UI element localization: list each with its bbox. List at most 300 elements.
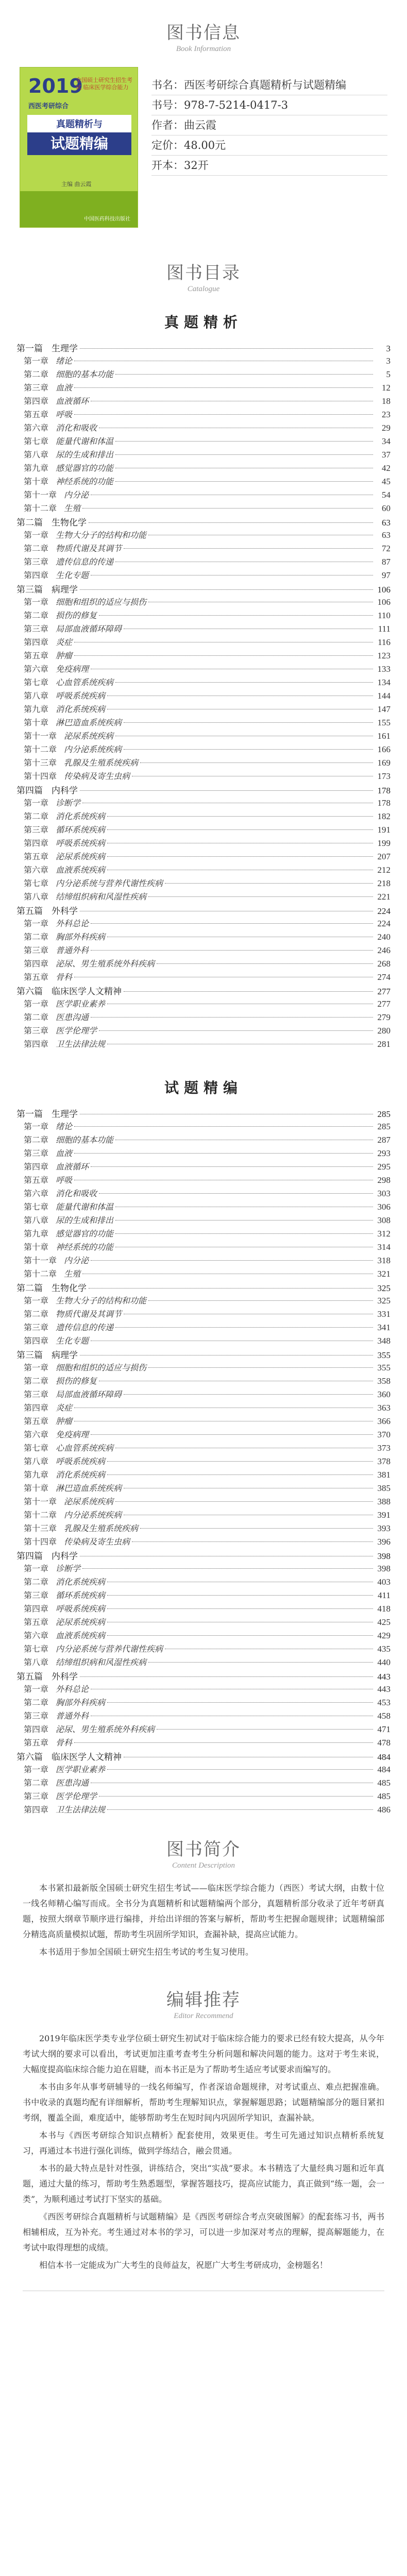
- toc-chapter-number: 第四章: [24, 396, 49, 406]
- toc-leader: [124, 1394, 373, 1395]
- cover-title-line-1: 真题精析与: [27, 115, 131, 132]
- toc-leader: [115, 374, 373, 375]
- toc-chapter-row: [16, 1227, 391, 1241]
- toc-page-number: 398: [377, 1551, 391, 1561]
- toc-chapter-number: 第三章: [24, 1389, 49, 1399]
- toc-chapter-name: 肿瘤: [56, 651, 73, 660]
- toc-page-number: 398: [377, 1564, 391, 1573]
- toc-chapter-name: 内分泌系统与营养代谢性疾病: [56, 1644, 163, 1654]
- toc-chapter-row: [16, 877, 391, 890]
- toc-page-number: 218: [377, 878, 391, 888]
- toc-leader: [115, 1501, 373, 1502]
- toc-chapter-name: 医学伦理学: [56, 1026, 97, 1036]
- toc-chapter-row: [16, 1415, 391, 1428]
- toc-chapter-number: 第十四章: [24, 771, 57, 781]
- toc-chapter-row: [16, 555, 391, 569]
- toc-chapter-number: 第一章: [24, 1765, 49, 1774]
- toc-chapter-name: 细胞的基本功能: [56, 369, 114, 379]
- toc-page-number: 385: [377, 1483, 391, 1493]
- toc-chapter-name: 胸部外科疾病: [56, 1698, 106, 1707]
- book-cover-image: [20, 67, 138, 228]
- toc-page-number: 34: [382, 436, 391, 446]
- toc-page-number: 331: [377, 1309, 391, 1319]
- toc-part-label: 第六篇 临床医学人文精神: [16, 987, 122, 997]
- toc-chapter-number: 第三章: [24, 945, 49, 955]
- book-info: [9, 61, 398, 240]
- toc-leader: [91, 950, 373, 951]
- toc-page-number: 178: [377, 798, 391, 808]
- toc-chapter-name: 生物大分子的结构和功能: [56, 1296, 147, 1306]
- toc-leader: [124, 991, 373, 992]
- meta-label: 开本：: [151, 159, 184, 172]
- toc-chapter-row: [16, 1388, 391, 1401]
- toc-page-number: 199: [377, 838, 391, 848]
- toc-chapter-number: 第八章: [24, 1215, 49, 1225]
- toc-chapter-name: 呼吸系统疾病: [56, 1604, 106, 1614]
- toc-leader: [115, 682, 373, 683]
- toc-chapter-number: 第七章: [24, 436, 49, 446]
- toc-chapter-row: [16, 730, 391, 743]
- toc-chapter-number: 第三章: [24, 557, 49, 567]
- toc-chapter-row: [16, 1321, 391, 1334]
- toc-chapter-row: [16, 930, 391, 944]
- toc-chapter-name: 局部血液循环障碍: [56, 624, 122, 634]
- toc-chapter-name: 能量代谢和体温: [56, 1202, 114, 1212]
- meta-value: 西医考研综合真题精析与试题精编: [184, 79, 346, 91]
- toc-leader: [74, 1153, 373, 1154]
- toc-chapter-number: 第四章: [24, 1805, 49, 1815]
- toc-chapter-number: 第一章: [24, 356, 49, 366]
- toc-chapter-number: 第二章: [24, 1309, 49, 1319]
- toc-chapter-number: 第十二章: [24, 744, 57, 754]
- toc-chapter-number: 第八章: [24, 1657, 49, 1667]
- toc-chapter-name: 骨科: [56, 1738, 73, 1748]
- cover-title-line-2: 试题精编: [27, 132, 131, 155]
- toc-chapter-number: 第四章: [24, 1039, 49, 1049]
- toc-chapter-number: 第五章: [24, 1738, 49, 1748]
- toc-chapter-number: 第七章: [24, 1644, 49, 1654]
- toc-chapter-name: 免疫病理: [56, 1430, 89, 1439]
- toc-page-number: 287: [377, 1135, 391, 1145]
- paragraph: 本书与《西医考研综合知识点精析》配套使用，效果更佳。考生可先通过知识点精析系统复习，再通过本书进行强化训练，做到学练结合，融会贯通。: [23, 2130, 384, 2156]
- toc-leader: [107, 816, 373, 817]
- toc-chapter-row: [16, 1254, 391, 1267]
- toc-leader: [148, 1367, 373, 1368]
- toc-leader: [115, 441, 373, 442]
- toc-chapter-row: [16, 1428, 391, 1442]
- toc-chapter-name: 能量代谢和体温: [56, 436, 114, 446]
- toc-chapter-number: 第五章: [24, 972, 49, 982]
- toc-chapter-name: 普通外科: [56, 1711, 89, 1721]
- toc-page-number: 485: [377, 1778, 391, 1788]
- toc-chapter-row: [16, 890, 391, 904]
- toc-part-label: 第二篇 生物化学: [16, 1283, 87, 1294]
- toc-chapter-row: [16, 462, 391, 475]
- toc-chapter-name: 感觉器官的功能: [56, 1229, 114, 1239]
- toc-leader: [107, 1635, 373, 1636]
- paragraph: 《西医考研综合真题精析与试题精编》是《西医考研综合考点突破图解》的配套练习书，两书相辅相成，互为补充。考生通过对本书的学习，可以进一步加深对考点的理解，提高解题能力，在考试中取得理想的成绩。: [23, 2212, 384, 2252]
- toc-chapter-number: 第一章: [24, 530, 49, 540]
- toc-chapter-row: [16, 1562, 391, 1575]
- toc-page-number: 418: [377, 1604, 391, 1614]
- toc-chapter-row: [16, 743, 391, 756]
- toc-page-number: 443: [377, 1684, 391, 1694]
- toc-chapter-row: [16, 1024, 391, 1038]
- toc-chapter-name: 内分泌: [64, 1256, 89, 1265]
- toc-part-label: 第四篇 内科学: [16, 1551, 78, 1562]
- toc-chapter-name: 乳腺及生殖系统疾病: [64, 1523, 139, 1533]
- toc-chapter-number: 第二章: [24, 1012, 49, 1022]
- toc-leader: [165, 883, 373, 884]
- toc-chapter-number: 第三章: [24, 1323, 49, 1332]
- toc-chapter-number: 第四章: [24, 1403, 49, 1413]
- toc-page-number: 370: [377, 1430, 391, 1439]
- toc-chapter-number: 第四章: [24, 838, 49, 848]
- toc-chapter-number: 第五章: [24, 1175, 49, 1185]
- toc-chapter-name: 传染病及寄生虫病: [64, 1537, 130, 1547]
- toc-chapter-row: [16, 649, 391, 663]
- toc-page-number: 285: [377, 1109, 391, 1119]
- toc-chapter-name: 泌尿系统疾病: [56, 852, 106, 861]
- toc-page-number: 281: [377, 1039, 391, 1049]
- paragraph: 本书由多年从事考研辅导的一线名师编写，作者深谙命题规律，对考试重点、难点把握准确。书中收录的真题均配有详细解析，帮助考生理解知识点，掌握解题思路；试题精编部分的题目紧扣考纲，覆盖全面，难度适中，能够帮助考生在短时间内巩固所学知识，查漏补缺。: [23, 2082, 384, 2123]
- toc-chapter-row: [16, 421, 391, 435]
- toc-chapter-name: 内分泌系统疾病: [64, 1510, 122, 1520]
- toc-chapter-number: 第十三章: [24, 758, 57, 768]
- toc-chapter-name: 结缔组织病和风湿性疾病: [56, 892, 147, 902]
- toc-chapter-name: 淋巴造血系统疾病: [56, 718, 122, 727]
- toc-leader: [91, 1166, 373, 1167]
- toc-chapter-name: 生殖: [64, 503, 81, 513]
- toc-page-number: 63: [382, 518, 391, 528]
- toc-part-label: 第四篇 内科学: [16, 786, 78, 796]
- toc-chapter-number: 第十二章: [24, 1510, 57, 1520]
- toc-chapter-number: 第五章: [24, 852, 49, 861]
- meta-label: 书号：: [151, 99, 184, 111]
- cover-series: 全国硕士研究生招生考试 临床医学综合能力: [76, 77, 132, 91]
- toc-leader: [82, 508, 373, 509]
- toc-chapter-row: [16, 1455, 391, 1468]
- toc-page-number: 325: [377, 1283, 391, 1293]
- toc-chapter-number: 第六章: [24, 1189, 49, 1198]
- toc-chapter-number: 第一章: [24, 919, 49, 928]
- toc-page-number: 484: [377, 1752, 391, 1762]
- toc-chapter-row: [16, 354, 391, 368]
- toc-chapter-number: 第四章: [24, 637, 49, 647]
- toc-chapter-name: 炎症: [56, 1403, 73, 1413]
- toc-chapter-name: 神经系统的功能: [56, 477, 114, 486]
- toc-part-row: [16, 1549, 391, 1562]
- toc-chapter-number: 第七章: [24, 1443, 49, 1453]
- paragraph: 2019年临床医学类专业学位硕士研究生初试对于临床综合能力的要求已经有较大提高，从今年考试大纲的要求可以看出，考试更加注重考查考生分析问题和解决问题的能力。这对于考生来说，大幅度提高临床综合能力迫在眉睫，而本书正是为了帮助考生适应考试要求而编写的。: [23, 2033, 384, 2074]
- toc-chapter-name: 免疫病理: [56, 664, 89, 674]
- toc-chapter-number: 第十章: [24, 718, 49, 727]
- toc-chapter-row: [16, 1038, 391, 1051]
- toc-leader: [124, 749, 373, 750]
- toc-page-number: 403: [377, 1577, 391, 1587]
- toc-chapter-number: 第九章: [24, 1229, 49, 1239]
- toc-chapter-name: 诊断学: [56, 798, 81, 808]
- meta-value: 978-7-5214-0417-3: [184, 99, 289, 111]
- toc-chapter-name: 医学职业素养: [56, 999, 106, 1009]
- toc-chapter-number: 第八章: [24, 450, 49, 460]
- toc-chapter-name: 炎症: [56, 637, 73, 647]
- toc-chapter-row: [16, 1294, 391, 1308]
- toc-page-number: 3: [386, 344, 391, 353]
- toc-chapter-number: 第三章: [24, 1026, 49, 1036]
- toc-chapter-row: [16, 1133, 391, 1147]
- toc-page-number: 169: [377, 758, 391, 768]
- toc-chapter-number: 第九章: [24, 463, 49, 473]
- toc-chapter-row: [16, 1267, 391, 1281]
- toc-chapter-row: [16, 596, 391, 609]
- toc-page-number: 147: [377, 704, 391, 714]
- toc-chapter-number: 第五章: [24, 410, 49, 419]
- toc-chapter-row: [16, 1642, 391, 1656]
- toc-chapter-number: 第一章: [24, 1564, 49, 1573]
- toc-page-number: 435: [377, 1644, 391, 1654]
- toc-chapter-name: 肿瘤: [56, 1416, 73, 1426]
- toc-chapter-number: 第十章: [24, 1242, 49, 1252]
- toc-chapter-name: 传染病及寄生虫病: [64, 771, 130, 781]
- toc-title-part-1: 真题精析: [164, 314, 243, 331]
- toc-page-number: 443: [377, 1672, 391, 1682]
- toc-leader: [157, 963, 373, 964]
- toc-chapter-name: 泌尿系统疾病: [64, 731, 114, 741]
- toc-page-number: 37: [382, 450, 391, 460]
- toc-page-number: 123: [377, 651, 391, 660]
- toc-page-number: 478: [377, 1738, 391, 1748]
- toc-leader: [140, 762, 373, 763]
- toc-chapter-row: [16, 1589, 391, 1602]
- toc-chapter-number: 第一章: [24, 1684, 49, 1694]
- toc-page-number: 23: [382, 410, 391, 419]
- toc-chapter-name: 细胞和组织的适应与损伤: [56, 1363, 147, 1372]
- toc-chapter-number: 第六章: [24, 865, 49, 875]
- toc-chapter-name: 血液系统疾病: [56, 1631, 106, 1640]
- toc-chapter-number: 第十章: [24, 477, 49, 486]
- toc-page-number: 411: [378, 1590, 391, 1600]
- toc-page-number: 212: [377, 865, 391, 875]
- toc-chapter-name: 生化专题: [56, 570, 89, 580]
- toc-chapter-name: 遗传信息的传递: [56, 557, 114, 567]
- toc-page-number: 274: [377, 972, 391, 982]
- toc-page-number: 111: [378, 624, 391, 634]
- toc-leader: [107, 1702, 373, 1703]
- meta-value: 曲云霞: [184, 119, 216, 131]
- toc-page-number: 355: [377, 1363, 391, 1372]
- toc-part-label: 第五篇 外科学: [16, 1672, 78, 1682]
- toc-chapter-row: [16, 1696, 391, 1709]
- toc-leader: [99, 615, 373, 616]
- toc-part-row: [16, 783, 391, 796]
- toc-chapter-row: [16, 1482, 391, 1495]
- toc-page-number: 240: [377, 932, 391, 942]
- toc-chapter-row: [16, 1187, 391, 1200]
- table-of-contents-2: [9, 1107, 398, 1817]
- toc-chapter-row: [16, 502, 391, 515]
- toc-leader: [82, 1568, 373, 1569]
- toc-page-number: 3: [386, 356, 391, 366]
- toc-chapter-row: [16, 944, 391, 957]
- toc-chapter-number: 第一章: [24, 597, 49, 607]
- toc-chapter-number: 第七章: [24, 878, 49, 888]
- toc-chapter-number: 第三章: [24, 383, 49, 393]
- toc-chapter-number: 第二章: [24, 544, 49, 553]
- paragraph: 本书的最大特点是针对性强，讲练结合，突出“实战”要求。本书精选了大量经典习题和近年真题，通过大量的练习，帮助考生熟悉题型，掌握答题技巧，提高应试能力，真正做到“练一题，会一类”，为顺利通过考试打下坚实的基础。: [23, 2163, 384, 2204]
- toc-chapter-row: [16, 663, 391, 676]
- toc-leader: [74, 414, 373, 415]
- toc-page-number: 224: [377, 919, 391, 928]
- toc-leader: [107, 1769, 373, 1770]
- toc-chapter-row: [16, 1495, 391, 1509]
- cover-publisher: 中国医药科技出版社: [84, 216, 130, 222]
- toc-chapter-name: 呼吸系统疾病: [56, 1456, 106, 1466]
- toc-chapter-row: [16, 1723, 391, 1736]
- toc-chapter-name: 绪论: [56, 1122, 73, 1131]
- toc-chapter-row: [16, 1575, 391, 1589]
- toc-chapter-row: [16, 837, 391, 850]
- toc-part-label: 第六篇 临床医学人文精神: [16, 1752, 122, 1762]
- toc-chapter-number: 第五章: [24, 1416, 49, 1426]
- toc-chapter-row: [16, 770, 391, 783]
- toc-chapter-number: 第二章: [24, 611, 49, 620]
- toc-chapter-row: [16, 1803, 391, 1817]
- toc-chapter-number: 第三章: [24, 825, 49, 835]
- toc-chapter-number: 第四章: [24, 1162, 49, 1172]
- toc-chapter-name: 物质代谢及其调节: [56, 1309, 122, 1319]
- toc-leader: [107, 829, 373, 830]
- toc-chapter-name: 遗传信息的传递: [56, 1323, 114, 1332]
- toc-leader: [107, 1809, 373, 1810]
- toc-page-number: 207: [377, 852, 391, 861]
- toc-page-number: 485: [377, 1791, 391, 1801]
- toc-leader: [91, 923, 373, 924]
- toc-chapter-row: [16, 1147, 391, 1160]
- toc-chapter-name: 生殖: [64, 1269, 81, 1279]
- toc-page-number: 110: [378, 611, 391, 620]
- toc-leader: [80, 348, 373, 349]
- toc-chapter-name: 消化系统疾病: [56, 811, 106, 821]
- toc-chapter-number: 第二章: [24, 1135, 49, 1145]
- toc-page-number: 173: [377, 771, 391, 781]
- toc-chapter-name: 内分泌: [64, 490, 89, 500]
- section-header-catalogue: [9, 240, 398, 301]
- toc-page-number: 277: [377, 987, 391, 996]
- toc-chapter-number: 第三章: [24, 1148, 49, 1158]
- toc-page-number: 191: [377, 825, 391, 835]
- toc-page-number: 97: [382, 570, 391, 580]
- toc-page-number: 12: [382, 383, 391, 393]
- toc-page-number: 388: [377, 1497, 391, 1506]
- toc-chapter-number: 第六章: [24, 423, 49, 433]
- toc-chapter-row: [16, 609, 391, 622]
- toc-chapter-number: 第三章: [24, 1791, 49, 1801]
- toc-chapter-row: [16, 1790, 391, 1803]
- toc-chapter-row: [16, 1361, 391, 1375]
- toc-page-number: 155: [377, 718, 391, 727]
- toc-page-number: 458: [377, 1711, 391, 1721]
- toc-page-number: 308: [377, 1215, 391, 1225]
- toc-chapter-row: [16, 529, 391, 542]
- toc-part-row: [16, 1348, 391, 1361]
- toc-leader: [157, 1729, 373, 1730]
- toc-chapter-row: [16, 1709, 391, 1723]
- toc-chapter-row: [16, 636, 391, 649]
- toc-part-label: 第三篇 病理学: [16, 585, 78, 595]
- toc-chapter-row: [16, 1683, 391, 1696]
- toc-leader: [80, 1676, 373, 1677]
- toc-chapter-number: 第二章: [24, 932, 49, 942]
- toc-chapter-number: 第四章: [24, 570, 49, 580]
- toc-leader: [132, 1541, 373, 1542]
- toc-page-number: 298: [377, 1175, 391, 1185]
- toc-chapter-number: 第七章: [24, 1202, 49, 1212]
- toc-page-number: 295: [377, 1162, 391, 1172]
- toc-chapter-row: [16, 1200, 391, 1214]
- meta-label: 作者：: [151, 119, 184, 131]
- toc-page-number: 42: [382, 463, 391, 473]
- toc-chapter-name: 尿的生成和排出: [56, 1215, 114, 1225]
- toc-part-row: [16, 904, 391, 917]
- toc-chapter-number: 第十二章: [24, 1269, 57, 1279]
- toc-leader: [80, 790, 373, 791]
- section-subtitle: Catalogue: [187, 285, 220, 293]
- toc-leader: [91, 1017, 373, 1018]
- toc-chapter-number: 第六章: [24, 664, 49, 674]
- table-of-contents-1: [9, 341, 398, 1051]
- section-header-recommend: [9, 1967, 398, 2028]
- toc-chapter-row: [16, 488, 391, 502]
- toc-leader: [80, 589, 373, 590]
- toc-page-number: 54: [382, 490, 391, 500]
- toc-page-number: 425: [377, 1617, 391, 1627]
- toc-page-number: 246: [377, 945, 391, 955]
- toc-chapter-row: [16, 863, 391, 877]
- toc-page-number: 277: [377, 999, 391, 1009]
- toc-chapter-row: [16, 1120, 391, 1133]
- toc-chapter-name: 尿的生成和排出: [56, 450, 114, 460]
- toc-chapter-name: 消化系统疾病: [56, 1577, 106, 1587]
- toc-leader: [99, 1796, 373, 1797]
- toc-chapter-name: 损伤的修复: [56, 611, 97, 620]
- toc-leader: [99, 1030, 373, 1031]
- toc-chapter-row: [16, 796, 391, 810]
- paragraph: 本书紧扣最新版全国硕士研究生招生考试——临床医学综合能力（西医）考试大纲，由数十位一线名师精心编写而成。全书分为真题精析和试题精编两个部分，真题精析部分收录了近年考研真题，按照大纲章节顺序进行编排，并给出详细的答案与解析，帮助考生把握命题规律；试题精编部分精选高质量模拟试题，帮助考生巩固所学知识，查漏补缺，提高应试能力。: [23, 1883, 384, 1939]
- toc-page-number: 161: [377, 731, 391, 741]
- toc-chapter-row: [16, 1522, 391, 1535]
- toc-page-number: 393: [377, 1523, 391, 1533]
- toc-leader: [140, 1528, 373, 1529]
- toc-part-row: [16, 1669, 391, 1683]
- toc-page-number: 72: [382, 544, 391, 553]
- toc-chapter-name: 血液系统疾病: [56, 865, 106, 875]
- toc-page-number: 285: [377, 1122, 391, 1131]
- toc-page-number: 166: [377, 744, 391, 754]
- toc-leader: [91, 1434, 373, 1435]
- toc-chapter-row: [16, 435, 391, 448]
- toc-chapter-number: 第二章: [24, 1778, 49, 1788]
- toc-leader: [124, 548, 373, 549]
- section-title: 图书目录: [166, 263, 241, 283]
- toc-page-number: 63: [382, 530, 391, 540]
- toc-chapter-row: [16, 917, 391, 930]
- toc-chapter-name: 乳腺及生殖系统疾病: [64, 758, 139, 768]
- toc-chapter-name: 呼吸: [56, 410, 73, 419]
- toc-chapter-row: [16, 1334, 391, 1348]
- toc-page-number: 440: [377, 1657, 391, 1667]
- toc-chapter-row: [16, 1214, 391, 1227]
